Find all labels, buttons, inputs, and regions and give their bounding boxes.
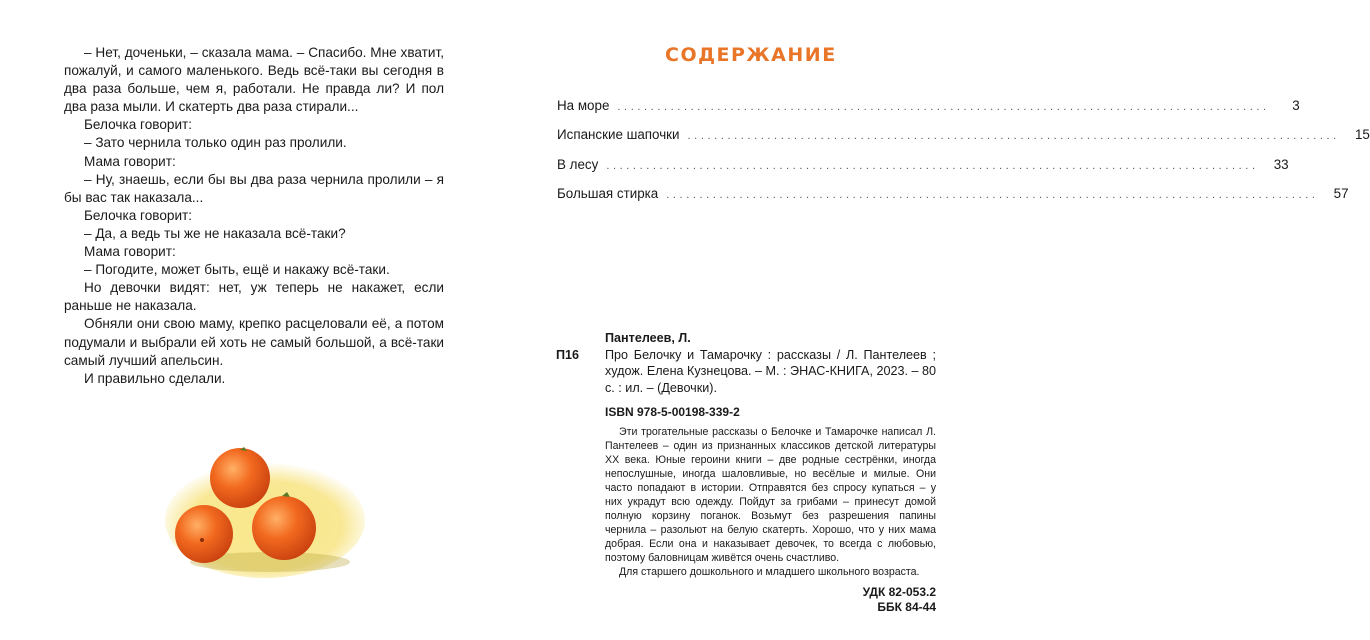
annotation-text: Эти трогательные рассказы о Белочке и Тамарочке написал Л. Пантелеев – один из признанных классиков детской литературы XX века. Юные героини книги – две родные сестрёнки, иногда непослушные, иногда шаловливые, но весёлые и милые. Они часто попадают в истории. Отправятся без спросу купаться – у них украдут всю одежду. Пойдут за грибами – принесут домой полную корзину поганок. Возьмут без разрешения папины чернила – разольют на белую скатерть. Хорошо, что у них мама добрая. Если она и наказывает девочек, то всегда с любовью, поэтому баловницам живётся очень счастливо. (605, 425, 936, 565)
annotation (605, 425, 936, 580)
toc-leader-dots: .................................................................................................. (617, 101, 1270, 113)
toc-entry-page: 15 (1354, 127, 1370, 143)
toc-leader-dots: .................................................................................................. (666, 188, 1319, 201)
imprint-entry (556, 347, 936, 397)
toc-entry-label: В лесу (557, 156, 599, 172)
orange-right (252, 496, 316, 560)
orange-left (175, 505, 233, 563)
imprint-description: Про Белочку и Тамарочку : рассказы / Л. Пантелеев ; худож. Елена Кузнецова. – М. : ЭНАС-КНИГА, 2023. – 80 с. : ил. – (Девочки). (605, 347, 936, 395)
toc-entry (557, 185, 1349, 215)
toc-entry (557, 127, 1370, 156)
toc-leader-dots: .................................................................................................. (606, 159, 1259, 172)
imprint-code: П16 (556, 347, 580, 362)
toc-entry-page: 57 (1333, 185, 1349, 201)
left-page (0, 0, 500, 640)
oranges-illustration (160, 430, 360, 580)
story-paragraph: Мама говорит: (84, 153, 176, 169)
bibliographic-imprint (556, 330, 936, 615)
toc-entry (557, 156, 1289, 186)
story-paragraph: Белочка говорит: (84, 117, 193, 133)
toc-entry-page: 33 (1273, 156, 1289, 172)
story-paragraph: – Ну, знаешь, если бы вы два раза чернила пролили – я бы вас так наказала... (64, 171, 444, 205)
table-of-contents (557, 98, 1370, 215)
story-paragraph: Обняли они свою маму, крепко расцеловали её, а потом подумали и выбрали ей хоть не самый большой, а всё-таки самый лучший апельсин. (64, 316, 444, 368)
isbn: ISBN 978-5-00198-339-2 (605, 405, 740, 419)
story-paragraph: – Погодите, может быть, ещё и накажу всё-таки. (84, 262, 390, 278)
bbk-code: ББК 84-44 (877, 599, 936, 614)
story-paragraph: – Да, а ведь ты же не наказала всё-таки? (84, 225, 346, 241)
toc-entry (557, 98, 1300, 127)
toc-entry-label: Большая стирка (557, 185, 659, 201)
toc-leader-dots: .................................................................................................. (687, 130, 1340, 143)
story-paragraph: Белочка говорит: (84, 207, 193, 223)
imprint-author: Пантелеев, Л. (605, 331, 691, 345)
contents-title: СОДЕРЖАНИЕ (665, 44, 837, 66)
toc-entry-label: Испанские шапочки (557, 127, 680, 143)
story-paragraph: И правильно сделали. (84, 370, 226, 386)
story-paragraph: Мама говорит: (84, 244, 176, 260)
toc-entry-label: На море (557, 98, 610, 113)
orange-top (210, 448, 270, 508)
right-page (500, 0, 1370, 640)
story-paragraph: Но девочки видят: нет, уж теперь не накажет, если раньше не наказала. (64, 280, 444, 314)
audience-text: Для старшего дошкольного и младшего школьного возраста. (619, 566, 920, 579)
udk-code: УДК 82-053.2 (862, 584, 936, 599)
toc-entry-page: 3 (1292, 98, 1300, 113)
story-text (64, 44, 444, 388)
story-paragraph: – Нет, доченьки, – сказала мама. – Спасибо. Мне хватит, пожалуй, и самого маленького. Ведь всё-таки вы сегодня в два раза больше, чем я, работали. Не правда ли? И пол два раза мыли. И скатерть два раза стирали... (64, 45, 444, 115)
story-paragraph: – Зато чернила только один раз пролили. (84, 135, 347, 151)
classification-codes (556, 585, 936, 615)
